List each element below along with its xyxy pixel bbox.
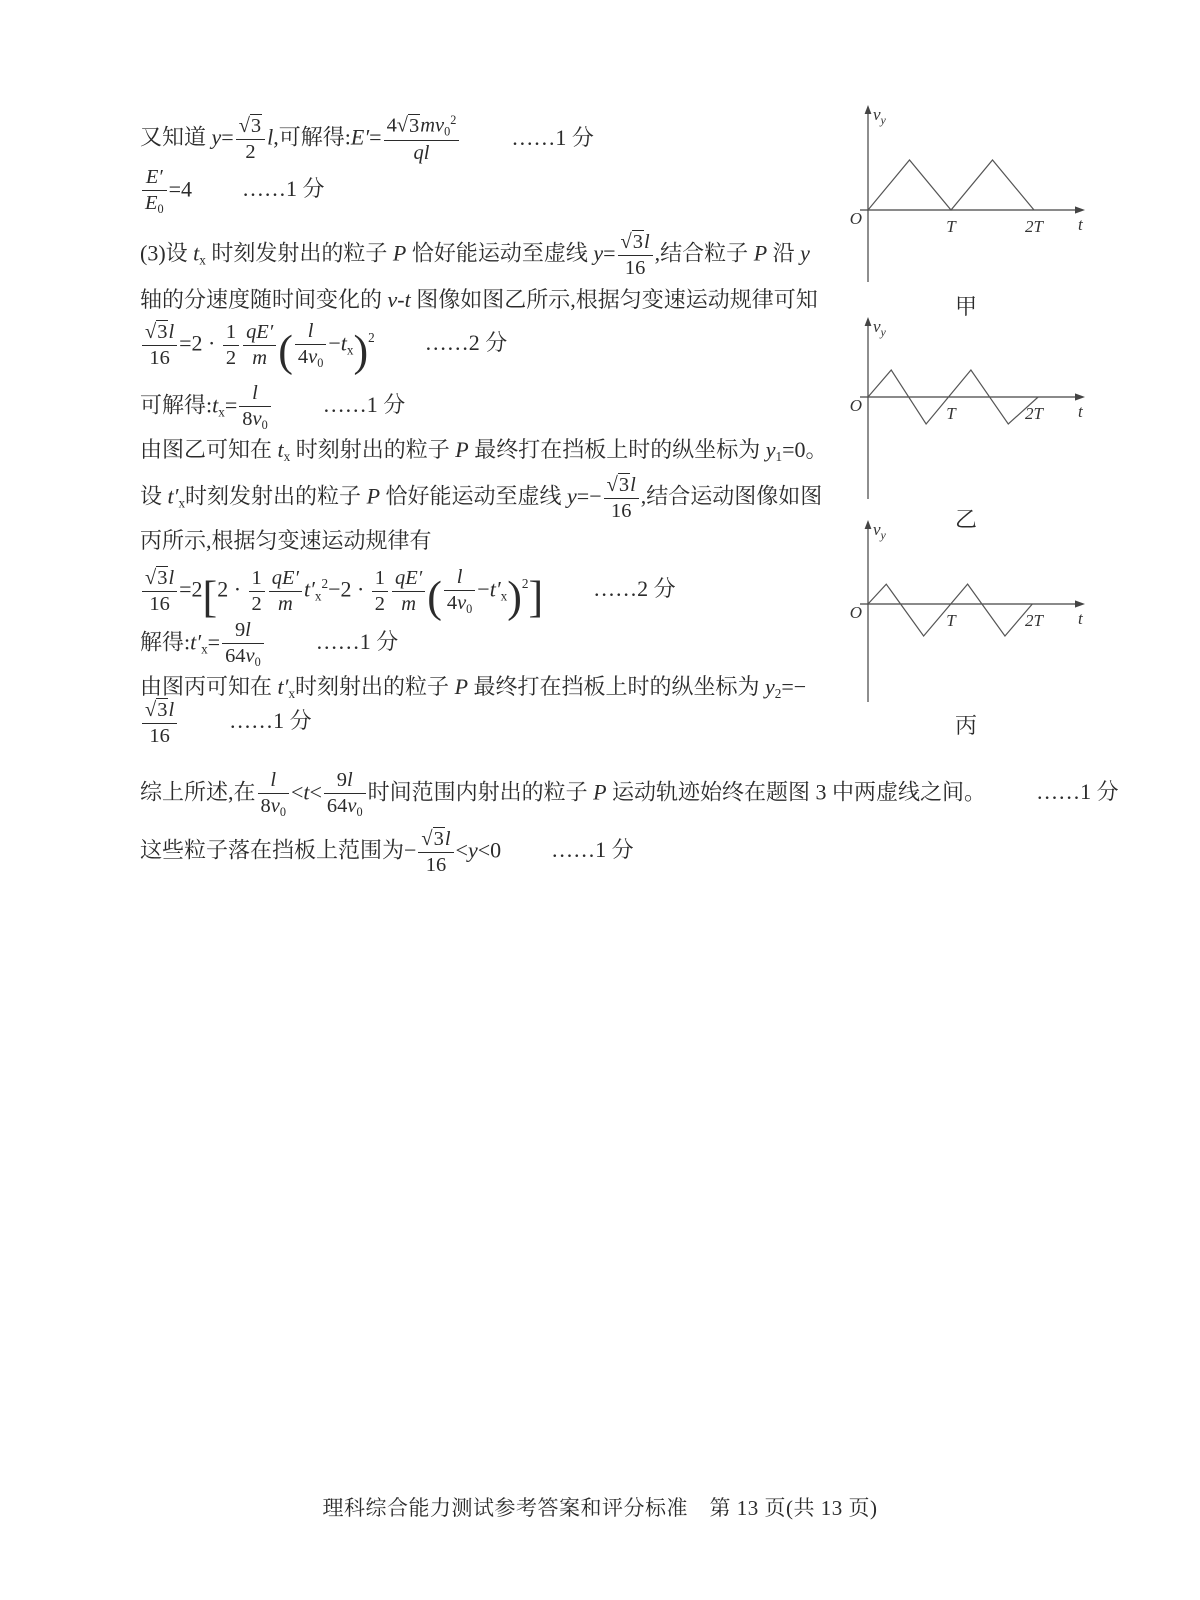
svg-text:vy: $v_y$ — [873, 105, 886, 127]
sqrt-expression: √3 — [145, 699, 168, 721]
fraction-denominator: 16 — [149, 346, 170, 369]
fraction-numerator: qE′ — [269, 567, 302, 592]
fraction-denominator: 16 — [610, 499, 632, 522]
fraction-denominator: 64v0 — [225, 644, 261, 669]
svg-text:T: T — [946, 404, 956, 423]
fraction-numerator: $4√3mv0^2$ — [384, 114, 460, 141]
math-line-5: $\frac{√3l}{16}$ =2 · $\frac{1}{2}$ $\frac{qE'}{m}$ ( $\frac{l}{4v0}$ −tx)$^2$ ……2 分 — [140, 320, 507, 373]
fraction-numerator: 1 — [223, 321, 239, 346]
svg-text:2T: 2T — [1025, 217, 1043, 236]
svg-text:2T: 2T — [1025, 611, 1043, 630]
fraction-denominator: m — [401, 592, 416, 615]
vt-graph-yi — [840, 315, 1092, 510]
fraction-numerator: 1 — [249, 567, 265, 592]
sqrt-expression: √3 — [145, 566, 168, 589]
sqrt-expression: √3 — [620, 231, 643, 253]
score-mark: ……1 分 — [229, 708, 312, 734]
fraction — [384, 114, 460, 165]
fraction-denominator: 64v0 — [326, 794, 363, 819]
page-footer: 理科综合能力测试参考答案和评分标准 第 13 页(共 13 页) — [322, 1496, 878, 1520]
fraction — [444, 566, 475, 617]
fraction — [392, 567, 425, 616]
fraction-denominator: 16 — [425, 853, 447, 876]
fraction-numerator: qE′ — [392, 567, 425, 592]
svg-text:T: T — [946, 611, 956, 630]
fraction — [269, 567, 302, 616]
waveform — [868, 160, 1034, 210]
fraction-denominator: 2 — [245, 141, 256, 164]
fraction-denominator: 4v0 — [446, 591, 473, 616]
svg-text:t: t — [1078, 609, 1083, 628]
fraction-numerator: √3l — [142, 699, 177, 724]
x-axis-arrow — [1075, 600, 1085, 607]
score-mark: ……2 分 — [593, 576, 676, 602]
svg-text:O: O — [849, 209, 862, 228]
score-mark: ……1 分 — [511, 124, 594, 150]
vt-graph-svg — [840, 518, 1092, 708]
fraction — [236, 115, 265, 164]
sqrt-expression: √3 — [396, 114, 420, 137]
vt-graph-bing — [840, 518, 1092, 713]
fraction-denominator: ql — [413, 142, 430, 165]
fraction — [258, 769, 289, 820]
fraction-denominator: m — [277, 592, 293, 615]
fraction-denominator: 8v0 — [242, 407, 268, 432]
math-line-12: 由图丙可知在 t′x时刻射出的粒子 P 最终打在挡板上时的纵坐标为 y2=− — [140, 674, 807, 702]
math-line-15: 这些粒子落在挡板上范围为− $\frac{√3l}{16}$ <y<0 ……1 分 — [140, 828, 634, 876]
math-line-6: 可解得:tx= $\frac{l}{8v0}$ ……1 分 — [140, 382, 406, 432]
svg-text:vy: $v_y$ — [873, 317, 886, 339]
fraction — [223, 321, 239, 370]
sqrt-expression: √3 — [238, 115, 262, 138]
fraction — [142, 321, 177, 370]
fraction — [243, 321, 276, 370]
fraction — [142, 567, 177, 616]
fraction-numerator: l — [444, 566, 475, 591]
fraction — [618, 231, 653, 280]
math-line-8: 设 t′x时刻发射出的粒子 P 恰好能运动至虚线 y=− $\frac{√3l}{16}$ ,结合运动图像如图 — [140, 474, 823, 522]
fraction — [324, 769, 366, 820]
score-mark: ……1 分 — [242, 176, 325, 202]
math-line-1: 又知道 y= $\frac{√3}{2}$ l,可解得:E′= $\frac{4√3mv0^2}{ql}$ ……1 分 — [140, 113, 594, 165]
fraction — [142, 166, 167, 217]
fraction-denominator: 16 — [149, 592, 170, 615]
math-line-7: 由图乙可知在 tx 时刻射出的粒子 P 最终打在挡板上时的纵坐标为 y1=0。 — [140, 437, 828, 465]
vt-graph-svg — [840, 103, 1092, 288]
score-mark: ……1 分 — [315, 629, 399, 655]
math-line-14: 综上所述,在 $\frac{l}{8v0}$ <t< $\frac{9l}{64v0}$ 时间范围内射出的粒子 P 运动轨迹始终在题图 3 中两虚线之间。 ……1 分 — [140, 769, 1119, 819]
fraction-denominator: m — [252, 346, 268, 369]
svg-text:O: O — [849, 603, 862, 622]
x-axis-arrow — [1075, 393, 1085, 400]
fraction-denominator: 4v0 — [297, 345, 324, 370]
score-mark: ……1 分 — [322, 392, 406, 418]
math-line-2: $\frac{E'}{E0}$ =4 ……1 分 — [140, 166, 325, 217]
vt-graph-jia — [840, 103, 1092, 293]
svg-text:t: t — [1078, 402, 1083, 421]
fraction-numerator: √3l — [142, 321, 177, 346]
fraction — [604, 474, 639, 523]
x-axis-arrow — [1075, 206, 1085, 213]
math-line-10: $\frac{√3l}{16}$ =2[2 · $\frac{1}{2}$ $\frac{qE'}{m}$ $t'x^2-2$ · $\frac{1}{2}$ $\frac{qE'}{m}$ ( $\frac{l}{4v0}$ −t′x)$^2$] ……2 分 — [140, 566, 676, 619]
fraction-numerator: 1 — [372, 567, 388, 592]
svg-text:vy: $v_y$ — [873, 520, 886, 542]
fraction — [418, 828, 453, 877]
y-axis-arrow — [865, 105, 872, 114]
svg-text:O: O — [849, 396, 862, 415]
fraction — [372, 567, 388, 616]
svg-text:T: T — [946, 217, 956, 236]
math-line-11: 解得:t′x= $\frac{9l}{64v0}$ ……1 分 — [140, 619, 399, 669]
fraction — [249, 567, 265, 616]
fraction-numerator: √3l — [418, 828, 453, 853]
fraction-numerator: l — [258, 769, 289, 794]
sqrt-expression: √3 — [606, 474, 630, 496]
math-line-13 — [140, 699, 312, 748]
svg-text:t: t — [1078, 215, 1083, 234]
fraction-denominator: 2 — [225, 346, 237, 369]
fraction-numerator: 9l — [222, 619, 264, 644]
fraction-numerator: l — [295, 320, 326, 345]
fraction-numerator: √3l — [604, 474, 639, 499]
fraction-numerator: E′ — [142, 166, 167, 191]
fraction — [239, 382, 270, 433]
sqrt-expression: √3 — [145, 320, 168, 343]
fraction-denominator: E0 — [145, 191, 164, 216]
fraction-numerator: qE′ — [243, 321, 276, 346]
fraction-denominator: 16 — [149, 724, 170, 747]
fraction-numerator — [236, 115, 265, 140]
sqrt-expression: √3 — [421, 828, 444, 850]
score-mark: ……2 分 — [424, 330, 508, 356]
fraction-denominator: 8v0 — [260, 794, 286, 819]
score-mark: ……1 分 — [1036, 779, 1119, 805]
math-line-3: (3)设 tx 时刻发射出的粒子 P 恰好能运动至虚线 y= $\frac{√3l}{16}$ ,结合粒子 P 沿 y — [140, 231, 810, 279]
score-mark: ……1 分 — [551, 837, 634, 863]
fraction-numerator: √3l — [618, 231, 653, 256]
fraction-denominator: 16 — [624, 256, 646, 279]
fraction-numerator: √3l — [142, 567, 177, 592]
graph-caption-bing: 丙 — [954, 713, 977, 738]
vt-graph-svg — [840, 315, 1092, 505]
math-line-4: 轴的分速度随时间变化的 v-t 图像如图乙所示,根据匀变速运动规律可知 — [140, 287, 818, 312]
fraction-denominator: 2 — [251, 592, 262, 615]
math-line-9: 丙所示,根据匀变速运动规律有 — [140, 528, 432, 553]
fraction-denominator: 2 — [374, 592, 386, 615]
graph-caption-jia: 甲 — [954, 294, 977, 319]
fraction — [222, 619, 264, 670]
fraction — [142, 699, 177, 748]
svg-text:2T: 2T — [1025, 404, 1043, 423]
graph-caption-yi: 乙 — [954, 507, 977, 532]
fraction-numerator: l — [239, 382, 270, 407]
fraction — [295, 320, 326, 371]
fraction-numerator: 9l — [324, 769, 366, 794]
